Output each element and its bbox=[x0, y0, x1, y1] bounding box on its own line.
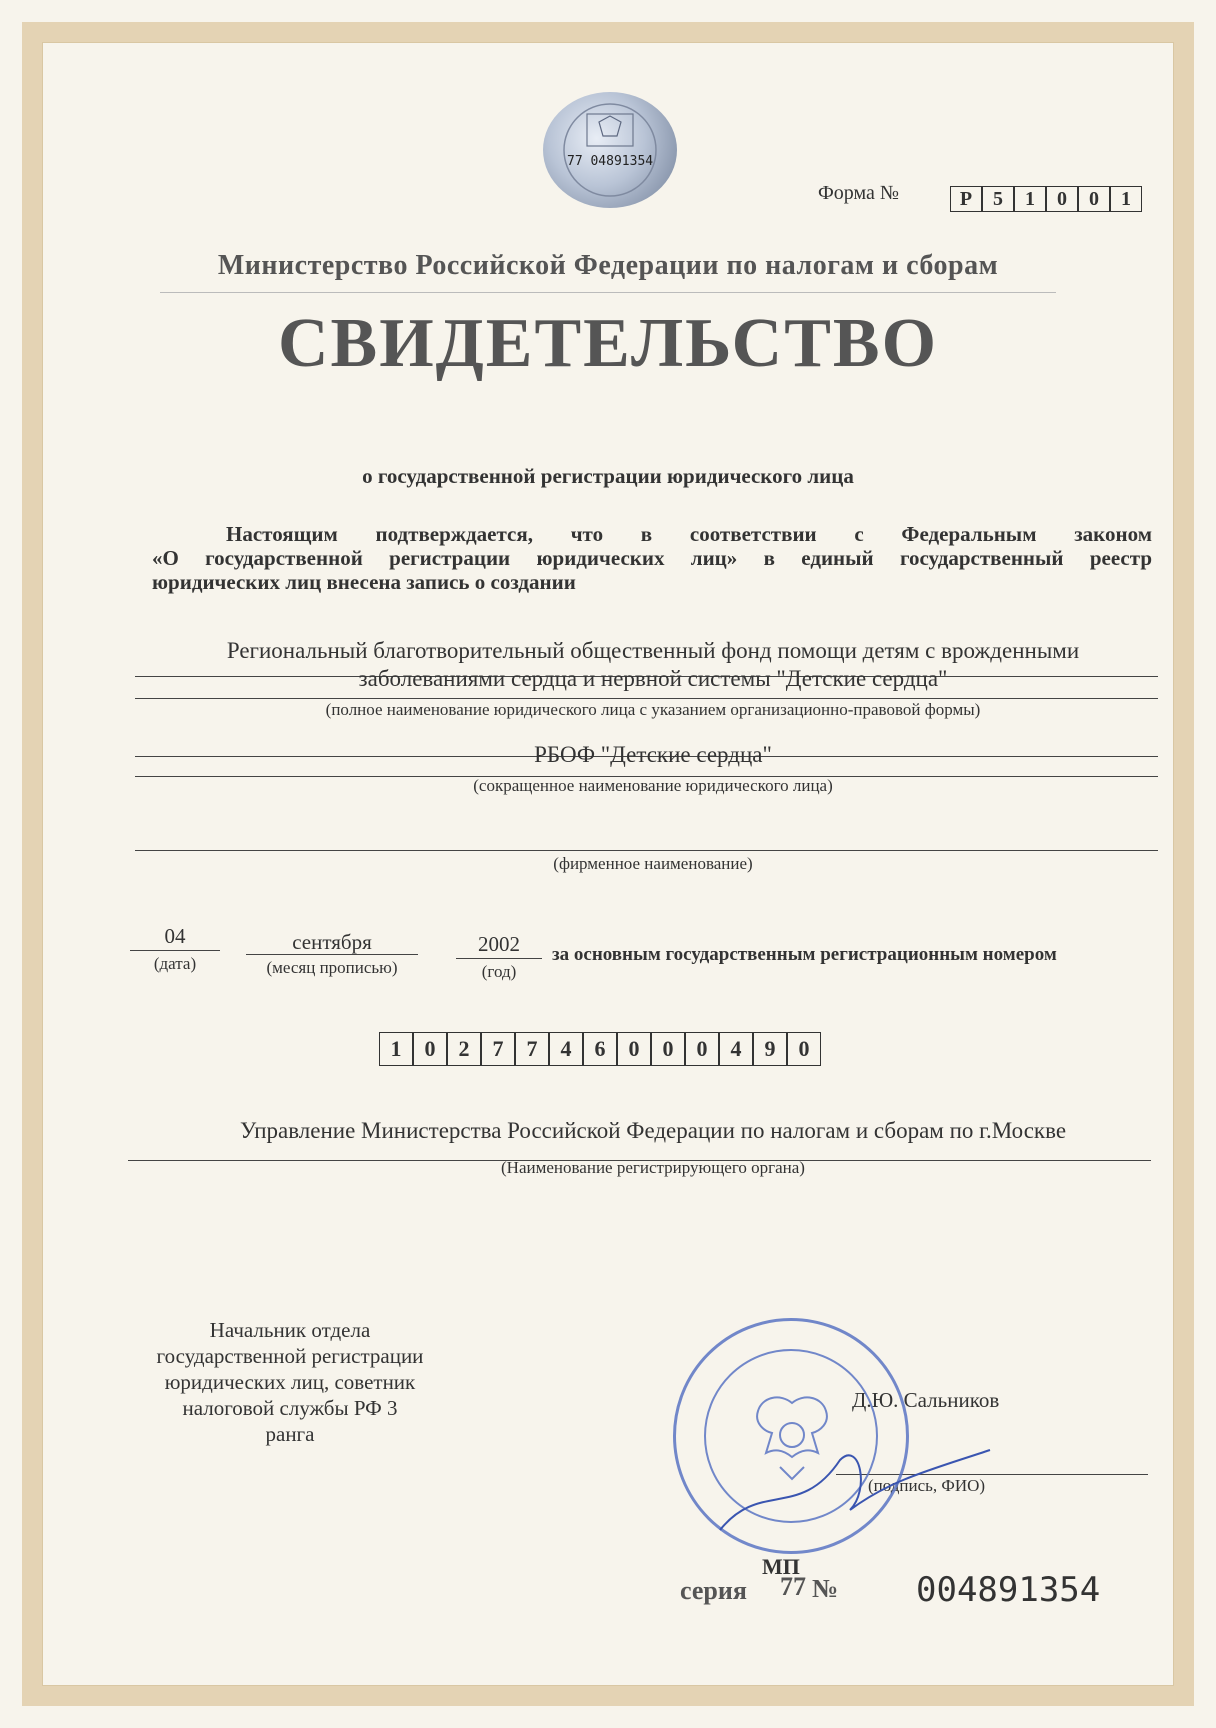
form-label: Форма № bbox=[818, 182, 899, 204]
position-line: Начальник отдела bbox=[209, 1318, 371, 1342]
hologram-number: 77 04891354 bbox=[567, 154, 654, 169]
date-day-underline bbox=[130, 950, 220, 951]
ministry-underline bbox=[160, 292, 1056, 293]
short-name-caption: (сокращенное наименование юридического лица) bbox=[473, 776, 833, 795]
date-year-caption: (год) bbox=[481, 962, 517, 981]
date-year: 2002 bbox=[478, 932, 520, 956]
position-line: налоговой службы РФ 3 bbox=[182, 1396, 398, 1420]
hologram-sticker bbox=[543, 92, 677, 208]
ministry-heading: Министерство Российской Федерации по налогам и сборам bbox=[217, 250, 999, 281]
full-name-line1: Региональный благотворительный общественный фонд помощи детям с врожденными bbox=[226, 638, 1080, 663]
ogrn-digit: 7 bbox=[481, 1032, 515, 1066]
ogrn-digit: 0 bbox=[651, 1032, 685, 1066]
ogrn-digit: 7 bbox=[515, 1032, 549, 1066]
form-code-digit: 1 bbox=[1110, 186, 1142, 212]
signature-scribble bbox=[700, 1420, 1000, 1550]
ogrn-digit: 1 bbox=[379, 1032, 413, 1066]
intro-line: «О государственной регистрации юридических лиц» в единый государственный реестр bbox=[152, 546, 1152, 570]
authority-value: Управление Министерства Российской Федерации по налогам и сборам по г.Москве bbox=[239, 1118, 1067, 1143]
date-suffix: за основным государственным регистрационным номером bbox=[552, 944, 1057, 965]
ogrn-digit: 0 bbox=[787, 1032, 821, 1066]
serial-label: серия bbox=[680, 1576, 747, 1605]
date-month-underline bbox=[246, 954, 418, 955]
signer-name: Д.Ю. Сальников bbox=[852, 1388, 1000, 1412]
position-line: юридических лиц, советник bbox=[164, 1370, 416, 1394]
ogrn-digit: 0 bbox=[413, 1032, 447, 1066]
form-code-digit: 1 bbox=[1014, 186, 1046, 212]
form-code-digit: 0 bbox=[1078, 186, 1110, 212]
date-month-caption: (месяц прописью) bbox=[266, 958, 398, 977]
intro-line: юридических лиц внесена запись о создании bbox=[152, 570, 576, 594]
serial-number: 004891354 bbox=[916, 1570, 1101, 1610]
serial-series: 77 bbox=[780, 1572, 806, 1601]
brand-name-caption: (фирменное наименование) bbox=[553, 854, 753, 873]
form-code-digit: Р bbox=[950, 186, 982, 212]
ogrn-digit: 0 bbox=[617, 1032, 651, 1066]
position-line: ранга bbox=[265, 1422, 315, 1446]
intro-line: Настоящим подтверждается, что в соответствии с Федеральным законом bbox=[226, 522, 1152, 546]
signature-caption: (подпись, ФИО) bbox=[868, 1476, 986, 1495]
form-code-digit: 0 bbox=[1046, 186, 1078, 212]
document-subtitle: о государственной регистрации юридического лица bbox=[362, 464, 854, 488]
date-day-caption: (дата) bbox=[153, 954, 197, 973]
ogrn-digit: 2 bbox=[447, 1032, 481, 1066]
authority-caption: (Наименование регистрирующего органа) bbox=[501, 1158, 805, 1177]
full-name-underline2 bbox=[135, 698, 1158, 699]
seal-place-label: МП bbox=[762, 1554, 800, 1579]
short-name-value: РБОФ "Детские сердца" bbox=[534, 742, 772, 767]
brand-name-underline bbox=[135, 850, 1158, 851]
ogrn-digit: 4 bbox=[719, 1032, 753, 1066]
full-name-line2: заболеваниями сердца и нервной системы "Детские сердца" bbox=[358, 666, 948, 691]
date-year-underline bbox=[456, 958, 542, 959]
ogrn-digit: 6 bbox=[583, 1032, 617, 1066]
ogrn-digit: 0 bbox=[685, 1032, 719, 1066]
ogrn-digit: 9 bbox=[753, 1032, 787, 1066]
position-line: государственной регистрации bbox=[156, 1344, 424, 1368]
document-title: СВИДЕТЕЛЬСТВО bbox=[277, 305, 939, 382]
date-day: 04 bbox=[164, 924, 186, 948]
form-code-digit: 5 bbox=[982, 186, 1014, 212]
full-name-caption: (полное наименование юридического лица с указанием организационно-правовой формы) bbox=[325, 700, 981, 719]
date-month: сентября bbox=[292, 930, 372, 954]
ogrn-digit: 4 bbox=[549, 1032, 583, 1066]
hologram-emblem-icon bbox=[543, 92, 677, 208]
serial-number-label: № bbox=[812, 1574, 839, 1603]
